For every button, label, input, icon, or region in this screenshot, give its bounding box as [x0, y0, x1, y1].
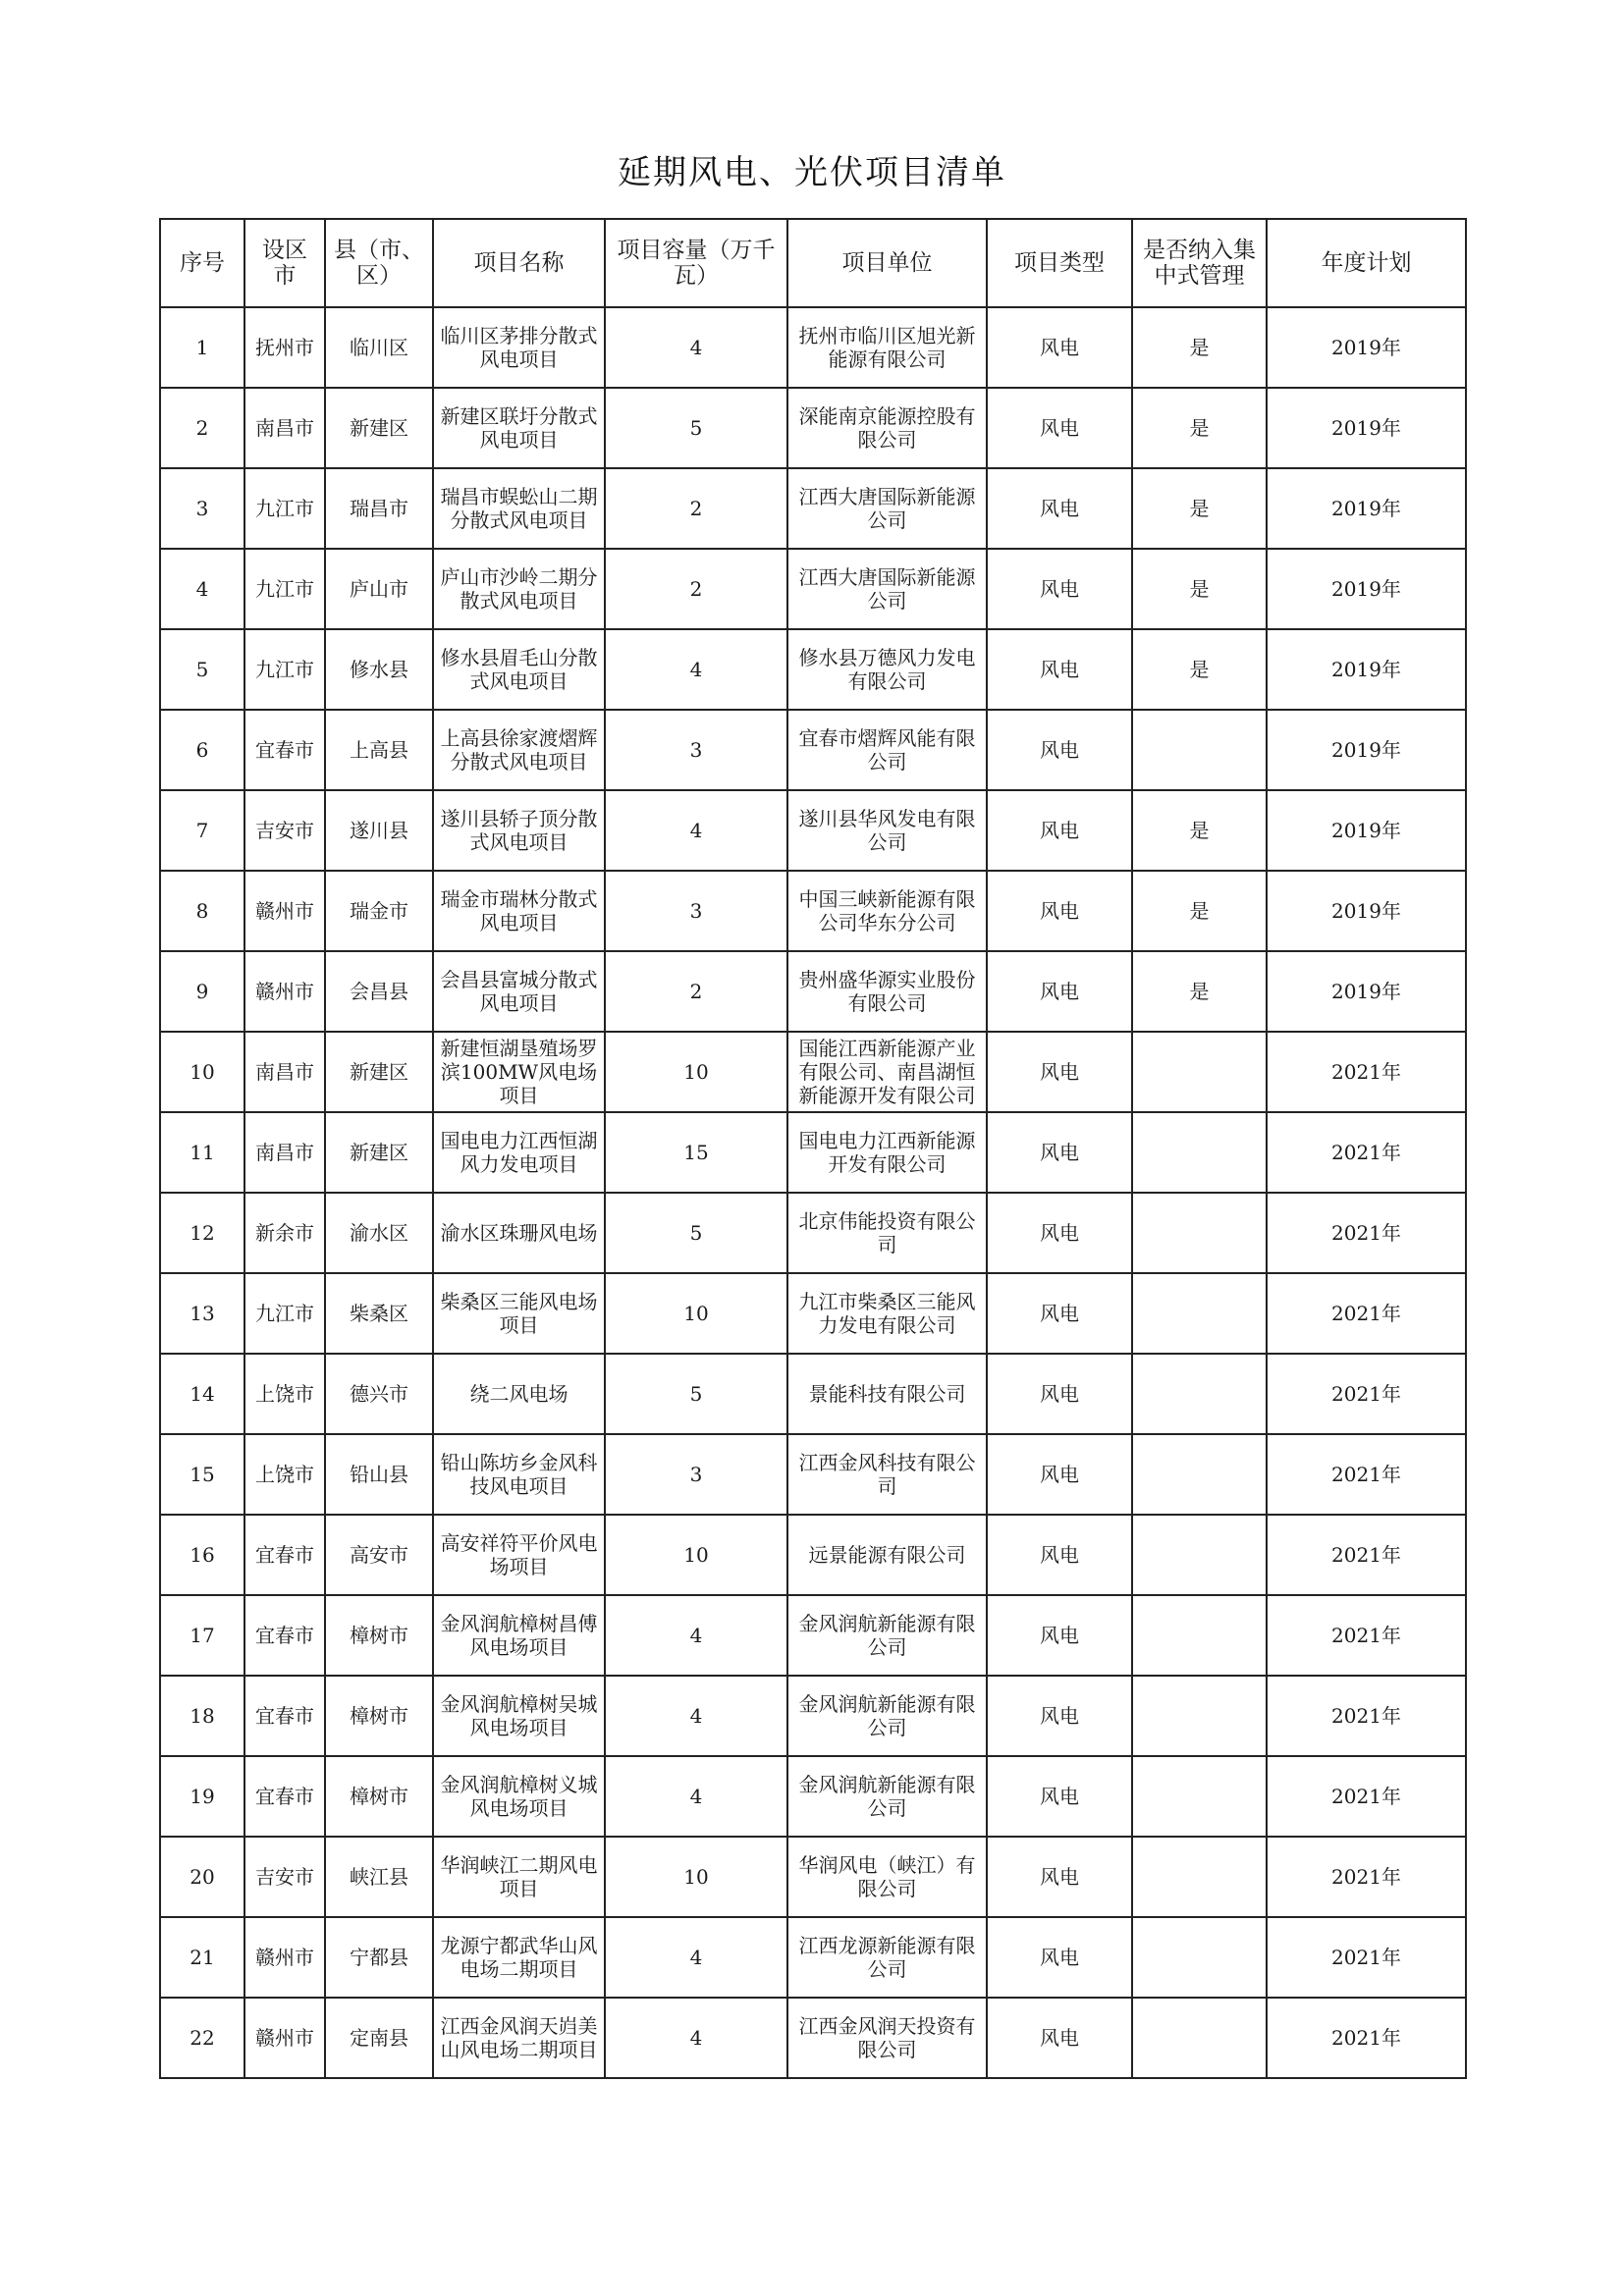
cell-capacity: 10	[605, 1515, 787, 1595]
cell-county: 临川区	[325, 307, 433, 388]
cell-project-name: 华润峡江二期风电项目	[433, 1837, 605, 1917]
cell-capacity: 3	[605, 871, 787, 951]
cell-centralized	[1132, 1837, 1267, 1917]
cell-company: 江西大唐国际新能源公司	[787, 468, 987, 549]
cell-company: 遂川县华风发电有限公司	[787, 790, 987, 871]
cell-index: 5	[160, 629, 244, 710]
cell-capacity: 4	[605, 629, 787, 710]
cell-centralized: 是	[1132, 871, 1267, 951]
cell-year-plan: 2021年	[1267, 1998, 1466, 2078]
cell-type: 风电	[987, 951, 1132, 1032]
cell-type: 风电	[987, 1998, 1132, 2078]
cell-index: 3	[160, 468, 244, 549]
cell-type: 风电	[987, 1354, 1132, 1434]
cell-centralized	[1132, 1917, 1267, 1998]
cell-company: 修水县万德风力发电有限公司	[787, 629, 987, 710]
cell-year-plan: 2021年	[1267, 1676, 1466, 1756]
cell-capacity: 15	[605, 1112, 787, 1193]
cell-project-name: 修水县眉毛山分散式风电项目	[433, 629, 605, 710]
table-row	[160, 1837, 1466, 1917]
cell-type: 风电	[987, 1193, 1132, 1273]
cell-type: 风电	[987, 871, 1132, 951]
cell-centralized	[1132, 1032, 1267, 1112]
header-capacity: 项目容量（万千瓦）	[605, 219, 787, 307]
cell-year-plan: 2019年	[1267, 871, 1466, 951]
cell-index: 15	[160, 1434, 244, 1515]
table-row	[160, 1354, 1466, 1434]
cell-company: 江西大唐国际新能源公司	[787, 549, 987, 629]
project-table	[159, 218, 1467, 2079]
cell-index: 11	[160, 1112, 244, 1193]
cell-company: 金风润航新能源有限公司	[787, 1595, 987, 1676]
cell-capacity: 10	[605, 1273, 787, 1354]
table-row	[160, 307, 1466, 388]
cell-project-name: 新建恒湖垦殖场罗滨100MW风电场项目	[433, 1032, 605, 1112]
cell-year-plan: 2019年	[1267, 951, 1466, 1032]
cell-centralized	[1132, 1515, 1267, 1595]
cell-year-plan: 2019年	[1267, 629, 1466, 710]
cell-centralized	[1132, 1193, 1267, 1273]
cell-capacity: 4	[605, 1756, 787, 1837]
table-row	[160, 1515, 1466, 1595]
cell-county: 遂川县	[325, 790, 433, 871]
cell-city: 南昌市	[244, 1112, 325, 1193]
table-row	[160, 1032, 1466, 1112]
cell-city: 宜春市	[244, 1756, 325, 1837]
cell-type: 风电	[987, 790, 1132, 871]
cell-company: 国能江西新能源产业有限公司、南昌湖恒新能源开发有限公司	[787, 1032, 987, 1112]
cell-index: 21	[160, 1917, 244, 1998]
cell-county: 樟树市	[325, 1595, 433, 1676]
cell-type: 风电	[987, 629, 1132, 710]
cell-project-name: 上高县徐家渡熠辉分散式风电项目	[433, 710, 605, 790]
cell-index: 7	[160, 790, 244, 871]
cell-county: 庐山市	[325, 549, 433, 629]
cell-type: 风电	[987, 549, 1132, 629]
table-row	[160, 468, 1466, 549]
table-row	[160, 549, 1466, 629]
cell-project-name: 渝水区珠珊风电场	[433, 1193, 605, 1273]
cell-city: 吉安市	[244, 790, 325, 871]
cell-company: 江西金风科技有限公司	[787, 1434, 987, 1515]
cell-year-plan: 2019年	[1267, 549, 1466, 629]
cell-county: 新建区	[325, 1112, 433, 1193]
cell-year-plan: 2021年	[1267, 1193, 1466, 1273]
table-row	[160, 1434, 1466, 1515]
cell-centralized	[1132, 1112, 1267, 1193]
cell-index: 6	[160, 710, 244, 790]
cell-year-plan: 2019年	[1267, 790, 1466, 871]
cell-project-name: 会昌县富城分散式风电项目	[433, 951, 605, 1032]
cell-type: 风电	[987, 1515, 1132, 1595]
cell-company: 金风润航新能源有限公司	[787, 1756, 987, 1837]
cell-year-plan: 2021年	[1267, 1515, 1466, 1595]
cell-type: 风电	[987, 1032, 1132, 1112]
header-centralized: 是否纳入集中式管理	[1132, 219, 1267, 307]
cell-county: 渝水区	[325, 1193, 433, 1273]
cell-capacity: 3	[605, 1434, 787, 1515]
cell-county: 瑞金市	[325, 871, 433, 951]
table-row	[160, 790, 1466, 871]
cell-county: 瑞昌市	[325, 468, 433, 549]
cell-city: 赣州市	[244, 871, 325, 951]
cell-project-name: 新建区联圩分散式风电项目	[433, 388, 605, 468]
table-row	[160, 710, 1466, 790]
cell-company: 抚州市临川区旭光新能源有限公司	[787, 307, 987, 388]
table-row	[160, 1112, 1466, 1193]
cell-city: 宜春市	[244, 1515, 325, 1595]
cell-capacity: 3	[605, 710, 787, 790]
cell-county: 德兴市	[325, 1354, 433, 1434]
table-row	[160, 388, 1466, 468]
cell-county: 宁都县	[325, 1917, 433, 1998]
cell-county: 上高县	[325, 710, 433, 790]
cell-index: 1	[160, 307, 244, 388]
cell-project-name: 瑞昌市蜈蚣山二期分散式风电项目	[433, 468, 605, 549]
cell-capacity: 2	[605, 549, 787, 629]
cell-centralized	[1132, 1273, 1267, 1354]
cell-city: 九江市	[244, 468, 325, 549]
cell-project-name: 金风润航樟树义城风电场项目	[433, 1756, 605, 1837]
header-company: 项目单位	[787, 219, 987, 307]
header-type: 项目类型	[987, 219, 1132, 307]
cell-capacity: 10	[605, 1837, 787, 1917]
cell-county: 修水县	[325, 629, 433, 710]
cell-centralized	[1132, 1756, 1267, 1837]
cell-index: 12	[160, 1193, 244, 1273]
cell-project-name: 临川区茅排分散式风电项目	[433, 307, 605, 388]
header-city: 设区市	[244, 219, 325, 307]
cell-index: 9	[160, 951, 244, 1032]
cell-county: 峡江县	[325, 1837, 433, 1917]
cell-project-name: 金风润航樟树昌傅风电场项目	[433, 1595, 605, 1676]
cell-type: 风电	[987, 1434, 1132, 1515]
cell-project-name: 铅山陈坊乡金风科技风电项目	[433, 1434, 605, 1515]
cell-index: 2	[160, 388, 244, 468]
cell-centralized: 是	[1132, 951, 1267, 1032]
table-row	[160, 1273, 1466, 1354]
cell-centralized	[1132, 710, 1267, 790]
cell-company: 深能南京能源控股有限公司	[787, 388, 987, 468]
cell-centralized: 是	[1132, 790, 1267, 871]
cell-centralized: 是	[1132, 549, 1267, 629]
page-title: 延期风电、光伏项目清单	[618, 153, 1006, 192]
cell-capacity: 5	[605, 1193, 787, 1273]
cell-centralized: 是	[1132, 468, 1267, 549]
table-row	[160, 1756, 1466, 1837]
cell-year-plan: 2021年	[1267, 1273, 1466, 1354]
cell-year-plan: 2021年	[1267, 1032, 1466, 1112]
table-row	[160, 1676, 1466, 1756]
cell-year-plan: 2019年	[1267, 307, 1466, 388]
cell-type: 风电	[987, 1917, 1132, 1998]
cell-county: 会昌县	[325, 951, 433, 1032]
cell-type: 风电	[987, 1837, 1132, 1917]
cell-type: 风电	[987, 1112, 1132, 1193]
cell-city: 南昌市	[244, 1032, 325, 1112]
cell-year-plan: 2021年	[1267, 1112, 1466, 1193]
cell-county: 樟树市	[325, 1756, 433, 1837]
cell-company: 中国三峡新能源有限公司华东分公司	[787, 871, 987, 951]
cell-project-name: 龙源宁都武华山风电场二期项目	[433, 1917, 605, 1998]
header-row	[160, 219, 1466, 307]
cell-capacity: 2	[605, 951, 787, 1032]
cell-index: 19	[160, 1756, 244, 1837]
cell-year-plan: 2021年	[1267, 1917, 1466, 1998]
cell-project-name: 国电电力江西恒湖风力发电项目	[433, 1112, 605, 1193]
cell-index: 14	[160, 1354, 244, 1434]
cell-company: 景能科技有限公司	[787, 1354, 987, 1434]
cell-centralized: 是	[1132, 388, 1267, 468]
cell-company: 江西金风润天投资有限公司	[787, 1998, 987, 2078]
cell-centralized: 是	[1132, 629, 1267, 710]
cell-city: 九江市	[244, 1273, 325, 1354]
cell-company: 北京伟能投资有限公司	[787, 1193, 987, 1273]
cell-city: 宜春市	[244, 710, 325, 790]
cell-city: 宜春市	[244, 1595, 325, 1676]
cell-company: 华润风电（峡江）有限公司	[787, 1837, 987, 1917]
cell-city: 赣州市	[244, 1917, 325, 1998]
cell-index: 22	[160, 1998, 244, 2078]
cell-index: 16	[160, 1515, 244, 1595]
cell-capacity: 4	[605, 1998, 787, 2078]
cell-centralized	[1132, 1998, 1267, 2078]
cell-city: 赣州市	[244, 951, 325, 1032]
cell-type: 风电	[987, 1273, 1132, 1354]
header-index: 序号	[160, 219, 244, 307]
cell-city: 上饶市	[244, 1434, 325, 1515]
cell-city: 新余市	[244, 1193, 325, 1273]
cell-centralized	[1132, 1595, 1267, 1676]
table-row	[160, 629, 1466, 710]
cell-city: 吉安市	[244, 1837, 325, 1917]
cell-index: 10	[160, 1032, 244, 1112]
cell-project-name: 庐山市沙岭二期分散式风电项目	[433, 549, 605, 629]
cell-year-plan: 2021年	[1267, 1595, 1466, 1676]
cell-centralized	[1132, 1434, 1267, 1515]
cell-city: 宜春市	[244, 1676, 325, 1756]
cell-project-name: 瑞金市瑞林分散式风电项目	[433, 871, 605, 951]
cell-year-plan: 2021年	[1267, 1756, 1466, 1837]
cell-type: 风电	[987, 468, 1132, 549]
cell-index: 8	[160, 871, 244, 951]
table-row	[160, 951, 1466, 1032]
cell-year-plan: 2021年	[1267, 1354, 1466, 1434]
cell-company: 江西龙源新能源有限公司	[787, 1917, 987, 1998]
cell-year-plan: 2019年	[1267, 710, 1466, 790]
cell-county: 柴桑区	[325, 1273, 433, 1354]
cell-city: 赣州市	[244, 1998, 325, 2078]
cell-county: 高安市	[325, 1515, 433, 1595]
cell-company: 宜春市熠辉风能有限公司	[787, 710, 987, 790]
table-row	[160, 871, 1466, 951]
cell-company: 金风润航新能源有限公司	[787, 1676, 987, 1756]
table-row	[160, 1917, 1466, 1998]
cell-county: 铅山县	[325, 1434, 433, 1515]
cell-index: 18	[160, 1676, 244, 1756]
table-row	[160, 1595, 1466, 1676]
cell-capacity: 4	[605, 790, 787, 871]
table-row	[160, 1193, 1466, 1273]
table-row	[160, 1998, 1466, 2078]
cell-centralized	[1132, 1676, 1267, 1756]
cell-capacity: 4	[605, 1676, 787, 1756]
cell-city: 上饶市	[244, 1354, 325, 1434]
cell-year-plan: 2019年	[1267, 468, 1466, 549]
cell-project-name: 遂川县轿子顶分散式风电项目	[433, 790, 605, 871]
cell-city: 九江市	[244, 629, 325, 710]
cell-index: 20	[160, 1837, 244, 1917]
cell-company: 远景能源有限公司	[787, 1515, 987, 1595]
cell-project-name: 绕二风电场	[433, 1354, 605, 1434]
cell-capacity: 4	[605, 307, 787, 388]
cell-year-plan: 2021年	[1267, 1434, 1466, 1515]
cell-company: 国电电力江西新能源开发有限公司	[787, 1112, 987, 1193]
cell-city: 抚州市	[244, 307, 325, 388]
table-body	[160, 307, 1466, 2078]
cell-project-name: 高安祥符平价风电场项目	[433, 1515, 605, 1595]
cell-index: 4	[160, 549, 244, 629]
cell-index: 17	[160, 1595, 244, 1676]
cell-county: 新建区	[325, 1032, 433, 1112]
cell-centralized: 是	[1132, 307, 1267, 388]
cell-county: 定南县	[325, 1998, 433, 2078]
cell-project-name: 江西金风润天岿美山风电场二期项目	[433, 1998, 605, 2078]
cell-capacity: 5	[605, 1354, 787, 1434]
cell-centralized	[1132, 1354, 1267, 1434]
cell-county: 新建区	[325, 388, 433, 468]
cell-project-name: 柴桑区三能风电场项目	[433, 1273, 605, 1354]
cell-type: 风电	[987, 388, 1132, 468]
cell-city: 九江市	[244, 549, 325, 629]
cell-type: 风电	[987, 710, 1132, 790]
cell-year-plan: 2019年	[1267, 388, 1466, 468]
cell-county: 樟树市	[325, 1676, 433, 1756]
header-county: 县（市、区）	[325, 219, 433, 307]
cell-capacity: 4	[605, 1917, 787, 1998]
cell-type: 风电	[987, 1595, 1132, 1676]
cell-project-name: 金风润航樟树吴城风电场项目	[433, 1676, 605, 1756]
cell-city: 南昌市	[244, 388, 325, 468]
cell-index: 13	[160, 1273, 244, 1354]
cell-capacity: 4	[605, 1595, 787, 1676]
cell-company: 贵州盛华源实业股份有限公司	[787, 951, 987, 1032]
cell-type: 风电	[987, 1756, 1132, 1837]
cell-capacity: 10	[605, 1032, 787, 1112]
cell-capacity: 2	[605, 468, 787, 549]
cell-company: 九江市柴桑区三能风力发电有限公司	[787, 1273, 987, 1354]
header-year-plan: 年度计划	[1267, 219, 1466, 307]
cell-type: 风电	[987, 307, 1132, 388]
cell-type: 风电	[987, 1676, 1132, 1756]
cell-year-plan: 2021年	[1267, 1837, 1466, 1917]
header-project-name: 项目名称	[433, 219, 605, 307]
cell-capacity: 5	[605, 388, 787, 468]
